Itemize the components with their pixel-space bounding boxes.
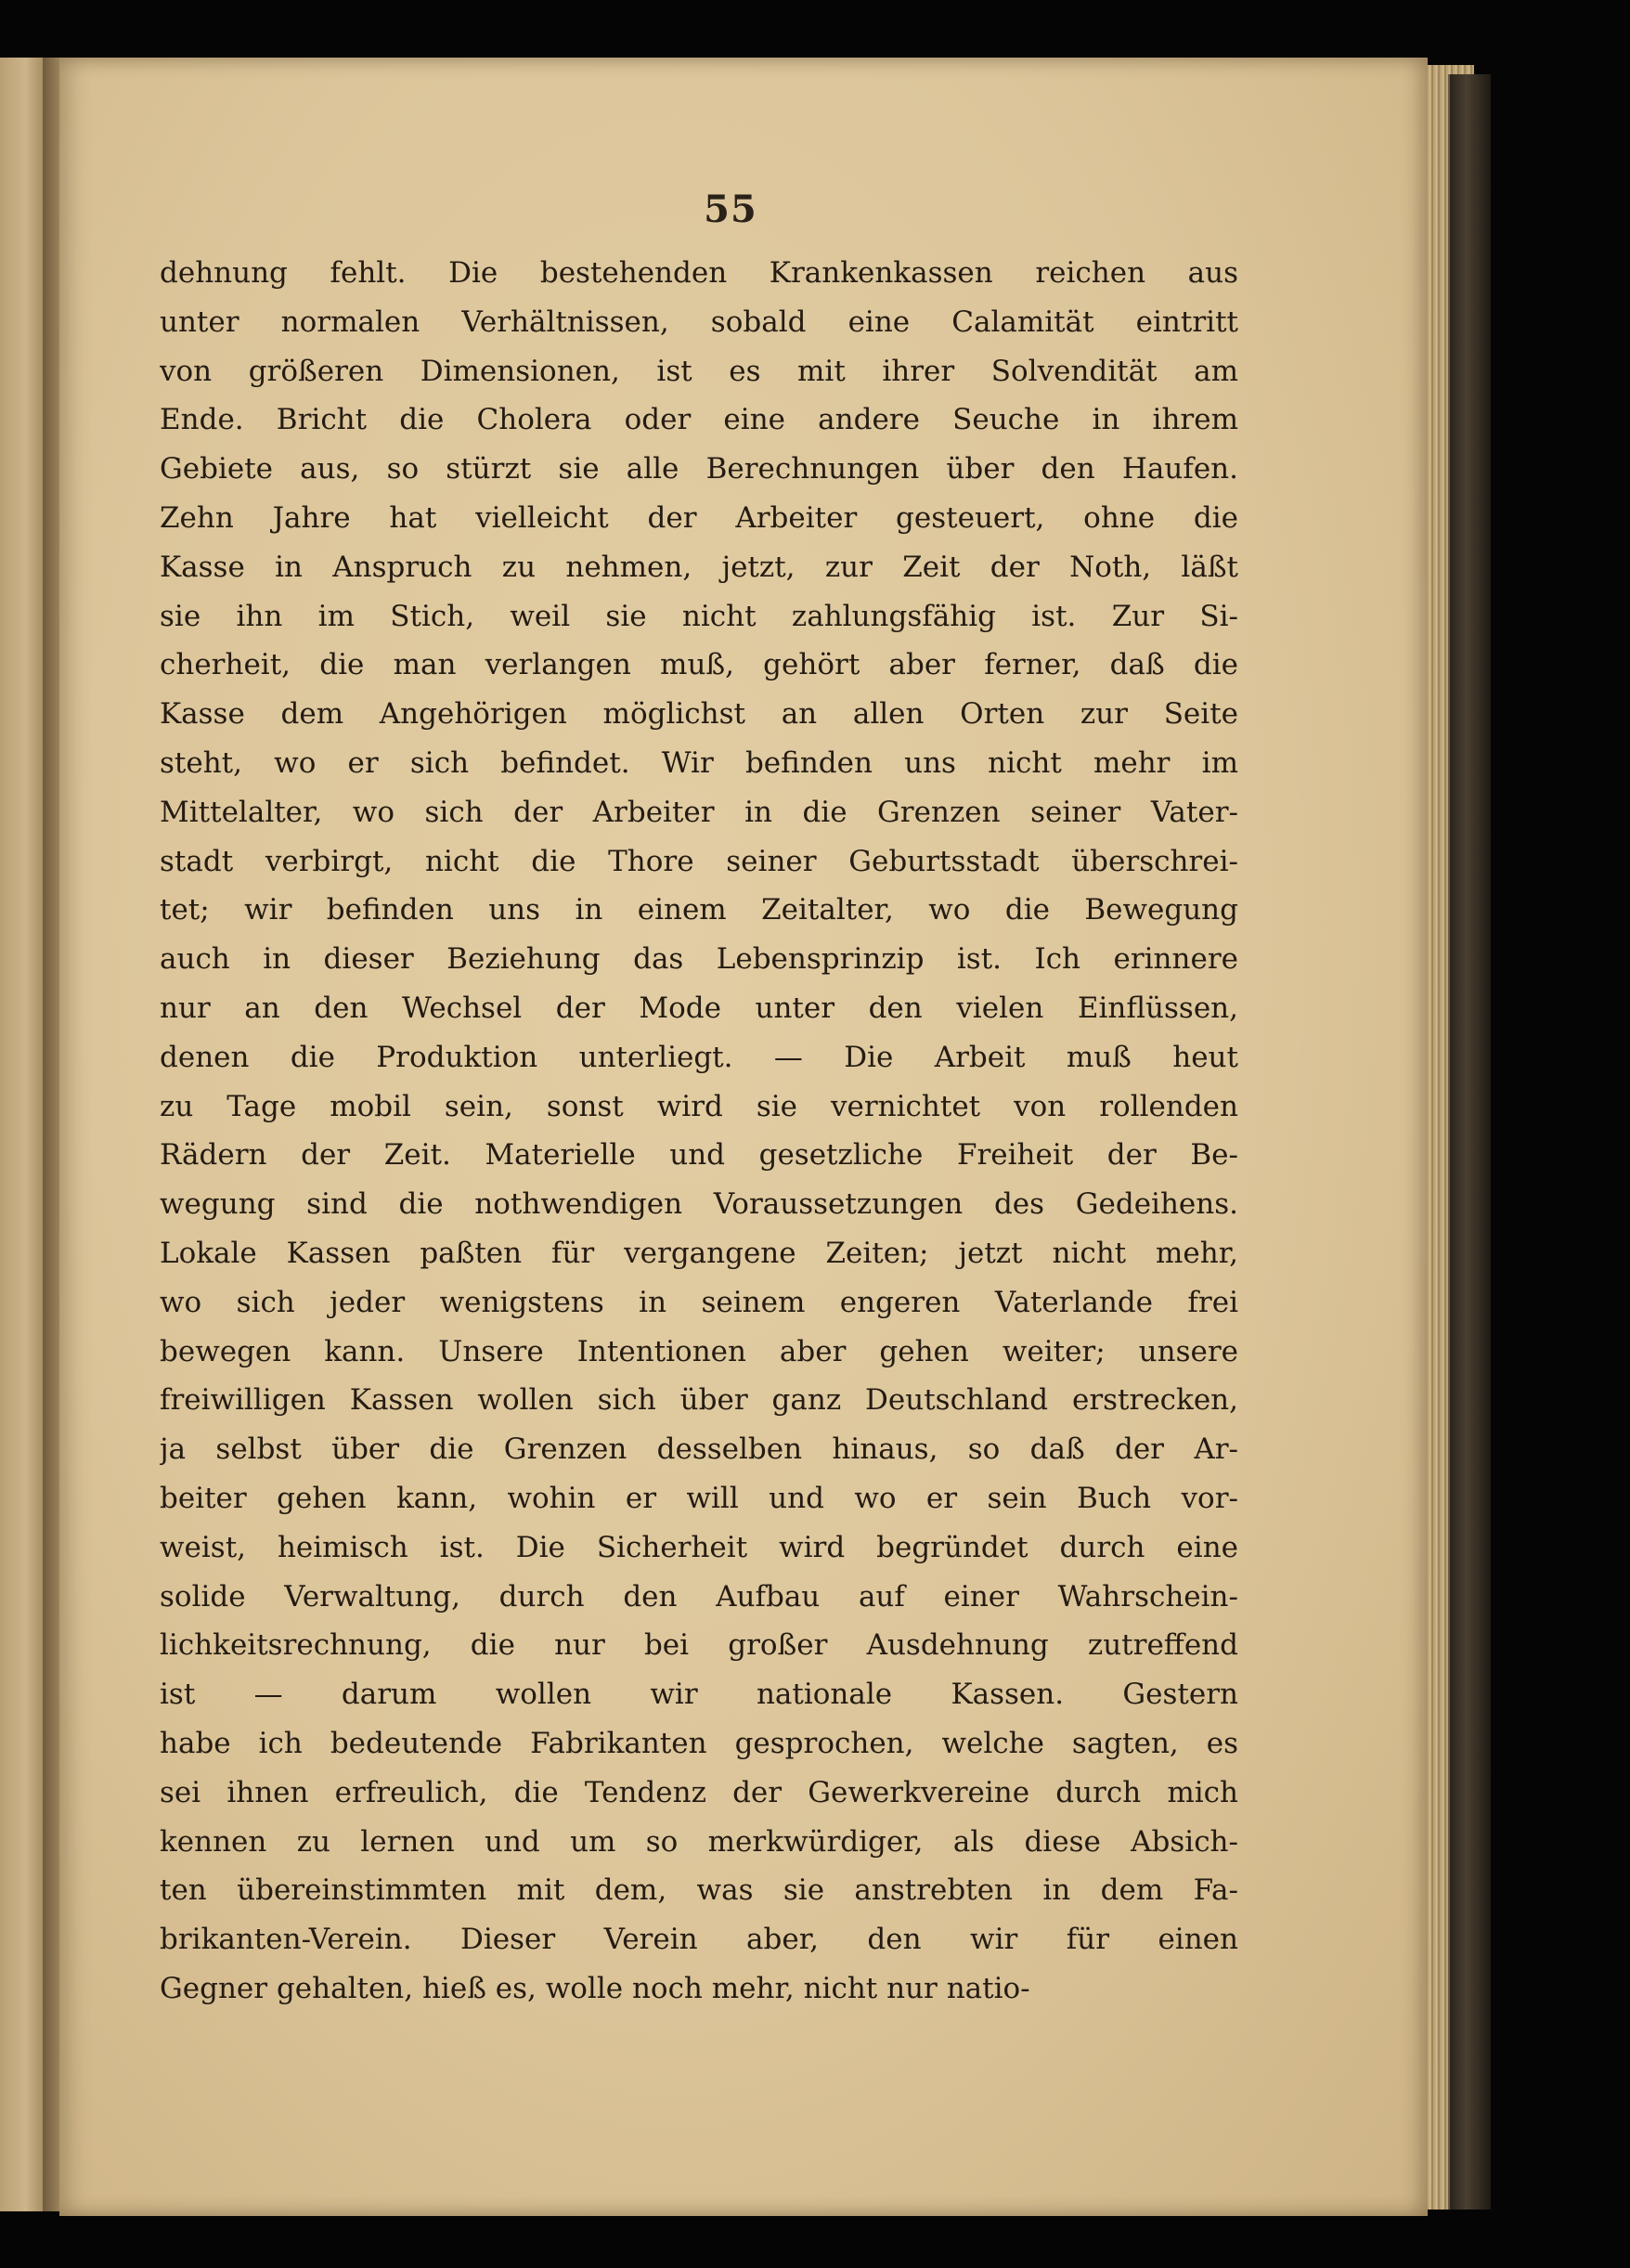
left-page-edge (0, 58, 43, 2211)
text-line: auch in dieser Beziehung das Lebensprinzip ist. Ich erinnere (160, 942, 1238, 977)
text-line: Rädern der Zeit. Materielle und gesetzliche Freiheit der Be- (160, 1138, 1238, 1173)
text-line: unter normalen Verhältnissen, sobald eine Calamität eintritt (160, 305, 1238, 339)
text-line: ten übereinstimmten mit dem, was sie anstrebten in dem Fa- (160, 1873, 1238, 1908)
text-line: beiter gehen kann, wohin er will und wo er sein Buch vor- (160, 1481, 1238, 1515)
text-line: cherheit, die man verlangen muß, gehört aber ferner, daß die (160, 648, 1238, 682)
text-line: Kasse in Anspruch zu nehmen, jetzt, zur Zeit der Noth, läßt (160, 550, 1238, 584)
text-line: Zehn Jahre hat vielleicht der Arbeiter gesteuert, ohne die (160, 500, 1238, 535)
text-line: tet; wir befinden uns in einem Zeitalter, wo die Bewegung (160, 893, 1238, 927)
body-text (160, 249, 1238, 2014)
text-line: Kasse dem Angehörigen möglichst an allen Orten zur Seite (160, 697, 1238, 732)
text-line: sei ihnen erfreulich, die Tendenz der Gewerkvereine durch mich (160, 1775, 1238, 1809)
text-line: stadt verbirgt, nicht die Thore seiner Geburtsstadt überschrei- (160, 844, 1238, 878)
text-line: denen die Produktion unterliegt. — Die Arbeit muß heut (160, 1040, 1238, 1074)
text-line: brikanten-Verein. Dieser Verein aber, den wir für einen (160, 1923, 1238, 1957)
text-line: weist, heimisch ist. Die Sicherheit wird begründet durch eine (160, 1530, 1238, 1564)
text-line: nur an den Wechsel der Mode unter den vielen Einflüssen, (160, 991, 1238, 1025)
text-line: kennen zu lernen und um so merkwürdiger, als diese Absich- (160, 1824, 1238, 1859)
text-line: steht, wo er sich befindet. Wir befinden uns nicht mehr im (160, 745, 1238, 780)
text-line: habe ich bedeutende Fabrikanten gesprochen, welche sagten, es (160, 1726, 1238, 1760)
text-line: Gebiete aus, so stürzt sie alle Berechnungen über den Haufen. (160, 452, 1238, 486)
text-line: Lokale Kassen paßten für vergangene Zeiten; jetzt nicht mehr, (160, 1236, 1238, 1270)
text-line: lichkeitsrechnung, die nur bei großer Ausdehnung zutreffend (160, 1628, 1238, 1663)
text-line: Gegner gehalten, hieß es, wolle noch mehr, nicht nur natio- (160, 1971, 1030, 2005)
book-page (59, 58, 1428, 2216)
text-line: wegung sind die nothwendigen Voraussetzungen des Gedeihens. (160, 1187, 1238, 1222)
text-line: ist — darum wollen wir nationale Kassen. Gestern (160, 1678, 1238, 1712)
text-line: ja selbst über die Grenzen desselben hinaus, so daß der Ar- (160, 1432, 1238, 1467)
text-line: wo sich jeder wenigstens in seinem engeren Vaterlande frei (160, 1285, 1238, 1319)
page-number: 55 (704, 188, 757, 231)
text-line: freiwilligen Kassen wollen sich über ganz Deutschland erstrecken, (160, 1383, 1238, 1418)
text-line: solide Verwaltung, durch den Aufbau auf einer Wahrschein- (160, 1579, 1238, 1614)
text-line: sie ihn im Stich, weil sie nicht zahlungsfähig ist. Zur Si- (160, 599, 1238, 633)
text-line: bewegen kann. Unsere Intentionen aber gehen weiter; unsere (160, 1334, 1238, 1368)
text-line: dehnung fehlt. Die bestehenden Krankenkassen reichen aus (160, 256, 1238, 290)
text-line: Ende. Bricht die Cholera oder eine andere Seuche in ihrem (160, 403, 1238, 437)
text-line: von größeren Dimensionen, ist es mit ihrer Solvendität am (160, 354, 1238, 388)
book-gutter (43, 58, 59, 2211)
book-cover-board (1448, 74, 1491, 2210)
text-line: zu Tage mobil sein, sonst wird sie vernichtet von rollenden (160, 1089, 1238, 1123)
text-line: Mittelalter, wo sich der Arbeiter in die Grenzen seiner Vater- (160, 795, 1238, 829)
